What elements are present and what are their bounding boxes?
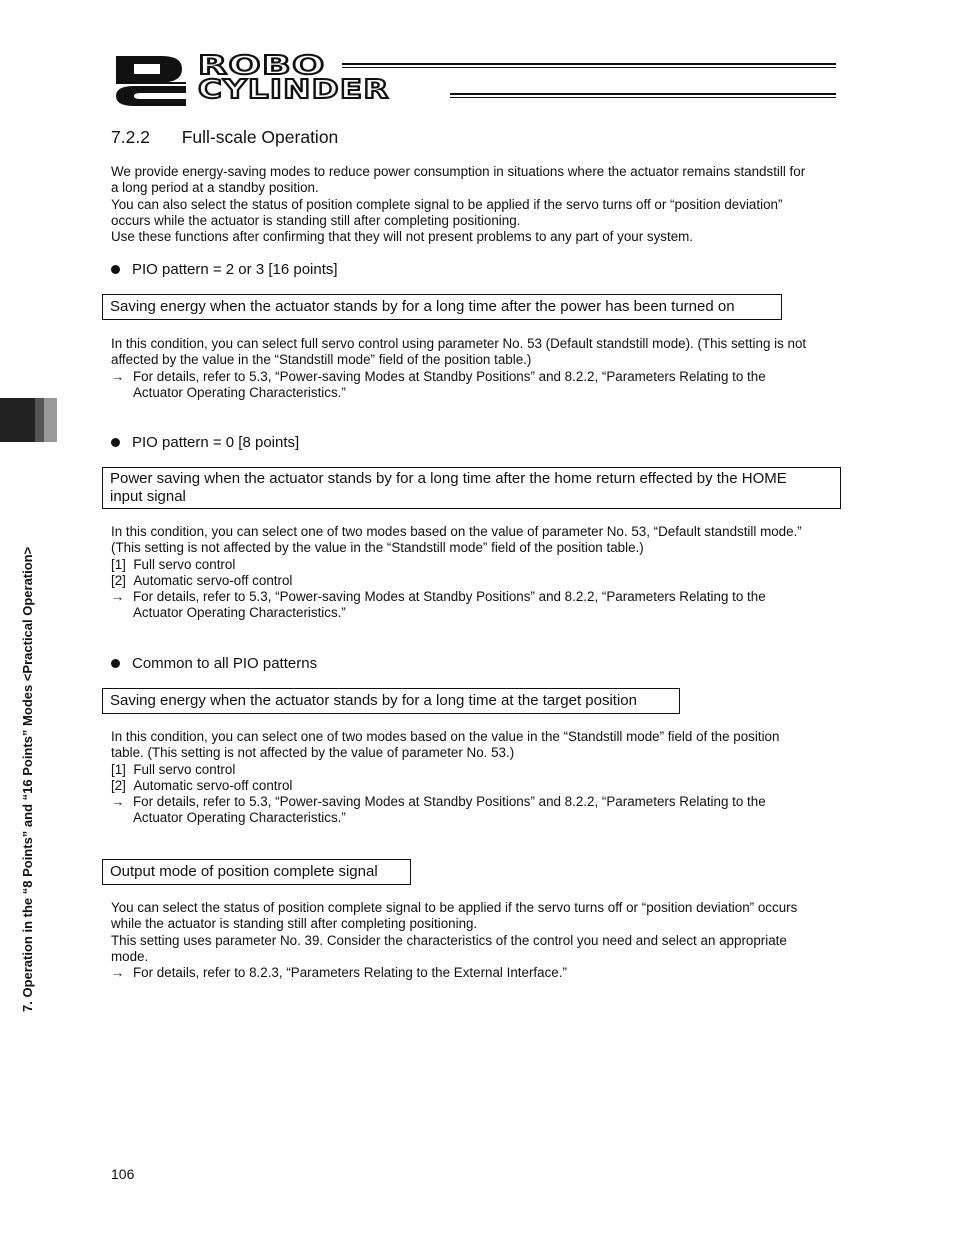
intro-line: a long period at a standby position. <box>111 180 319 196</box>
condition-box-home-return <box>102 467 841 509</box>
body-line: mode. <box>111 948 149 964</box>
bullet-pio-16 <box>111 261 338 279</box>
list-item-number: [1] <box>111 761 126 777</box>
reference-note <box>111 589 851 622</box>
body-line: This setting uses parameter No. 39. Consider the characteristics of the control you need and select an appropriate <box>111 932 787 948</box>
chapter-side-label <box>19 452 37 1012</box>
list-item-text: Automatic servo-off control <box>133 777 293 793</box>
list-item-number: [2] <box>111 572 126 588</box>
body-line: You can select the status of position complete signal to be applied if the servo turns off or “position deviation” occurs <box>111 900 798 915</box>
arrow-icon: → <box>111 965 125 981</box>
logo-text-cylinder: CYLINDER <box>198 75 390 105</box>
reference-note <box>111 369 851 402</box>
bullet-text: Common to all PIO patterns <box>132 655 318 672</box>
arrow-icon: → <box>111 368 125 384</box>
list-item <box>111 778 851 794</box>
bullet-icon <box>111 438 120 447</box>
bullet-icon <box>111 265 120 274</box>
logo <box>112 52 837 108</box>
reference-line: For details, refer to 5.3, “Power-saving Modes at Standby Positions” and 8.2.2, “Parameters Relating to the <box>133 368 766 384</box>
body-line: affected by the value in the “Standstill mode” field of the position table.) <box>111 352 532 368</box>
body-line: (This setting is not affected by the value in the “Standstill mode” field of the position table.) <box>111 540 644 556</box>
list-item-text: Full servo control <box>133 556 236 572</box>
intro-line: Use these functions after confirming that they will not present problems to any part of your system. <box>111 229 694 245</box>
block2-paragraph <box>111 524 851 622</box>
arrow-icon: → <box>111 794 125 810</box>
condition-box-power-on <box>102 294 782 320</box>
block3-paragraph <box>111 729 851 827</box>
condition-box-text: Saving energy when the actuator stands by for a long time at the target position <box>110 692 637 709</box>
reference-line: Actuator Operating Characteristics.” <box>133 605 346 621</box>
list-item <box>111 762 851 778</box>
block4-paragraph <box>111 900 851 981</box>
reference-line: For details, refer to 5.3, “Power-saving Modes at Standby Positions” and 8.2.2, “Parameters Relating to the <box>133 589 766 605</box>
condition-box-text: Power saving when the actuator stands by for a long time after the home return effected by the HOME <box>110 470 787 487</box>
chapter-side-label-text: 7. Operation in the “8 Points” and “16 Points” Modes <Practical Operation> <box>20 546 35 1012</box>
bullet-common <box>111 655 317 673</box>
reference-line: For details, refer to 8.2.3, “Parameters Relating to the External Interface.” <box>133 965 567 981</box>
list-item <box>111 557 851 573</box>
list-item-text: Automatic servo-off control <box>133 572 293 588</box>
section-heading <box>111 127 338 147</box>
body-line: In this condition, you can select one of two modes based on the value in the “Standstill mode” field of the position <box>111 729 780 744</box>
logo-text-robo: ROBO <box>198 51 326 81</box>
reference-line: For details, refer to 5.3, “Power-saving Modes at Standby Positions” and 8.2.2, “Parameters Relating to the <box>133 794 766 810</box>
body-line: while the actuator is standing still after completing positioning. <box>111 916 478 932</box>
section-title: Full-scale Operation <box>181 127 339 147</box>
bullet-text: PIO pattern = 0 [8 points] <box>132 434 300 451</box>
intro-line: We provide energy-saving modes to reduce power consumption in situations where the actuator remains standstill for <box>111 164 806 179</box>
list-item <box>111 573 851 589</box>
reference-note <box>111 965 851 981</box>
chapter-tab-marker <box>0 398 57 442</box>
bullet-icon <box>111 659 120 668</box>
body-line: In this condition, you can select full servo control using parameter No. 53 (Default standstill mode). (This setting is not <box>111 336 807 351</box>
section-number: 7.2.2 <box>111 127 150 147</box>
page-number: 106 <box>111 1166 135 1182</box>
body-line: table. (This setting is not affected by the value of parameter No. 53.) <box>111 745 515 761</box>
bullet-text: PIO pattern = 2 or 3 [16 points] <box>132 261 338 278</box>
arrow-icon: → <box>111 589 125 605</box>
reference-line: Actuator Operating Characteristics.” <box>133 384 346 400</box>
list-item-number: [2] <box>111 777 126 793</box>
reference-note <box>111 794 851 827</box>
condition-box-text: input signal <box>110 488 186 505</box>
intro-line: You can also select the status of position complete signal to be applied if the servo turns off or “position deviation” <box>111 196 783 212</box>
condition-box-text: Output mode of position complete signal <box>110 863 378 880</box>
intro-paragraph <box>111 164 805 245</box>
list-item-text: Full servo control <box>133 761 236 777</box>
intro-line: occurs while the actuator is standing still after completing positioning. <box>111 212 521 228</box>
condition-box-target-position <box>102 688 680 714</box>
body-line: In this condition, you can select one of two modes based on the value of parameter No. 53, “Default standstill mode.” <box>111 524 802 539</box>
bullet-pio-8 <box>111 434 299 452</box>
condition-box-text: Saving energy when the actuator stands by for a long time after the power has been turned on <box>110 298 735 315</box>
reference-line: Actuator Operating Characteristics.” <box>133 810 346 826</box>
condition-box-output-mode <box>102 859 411 885</box>
block1-paragraph <box>111 336 851 401</box>
list-item-number: [1] <box>111 556 126 572</box>
